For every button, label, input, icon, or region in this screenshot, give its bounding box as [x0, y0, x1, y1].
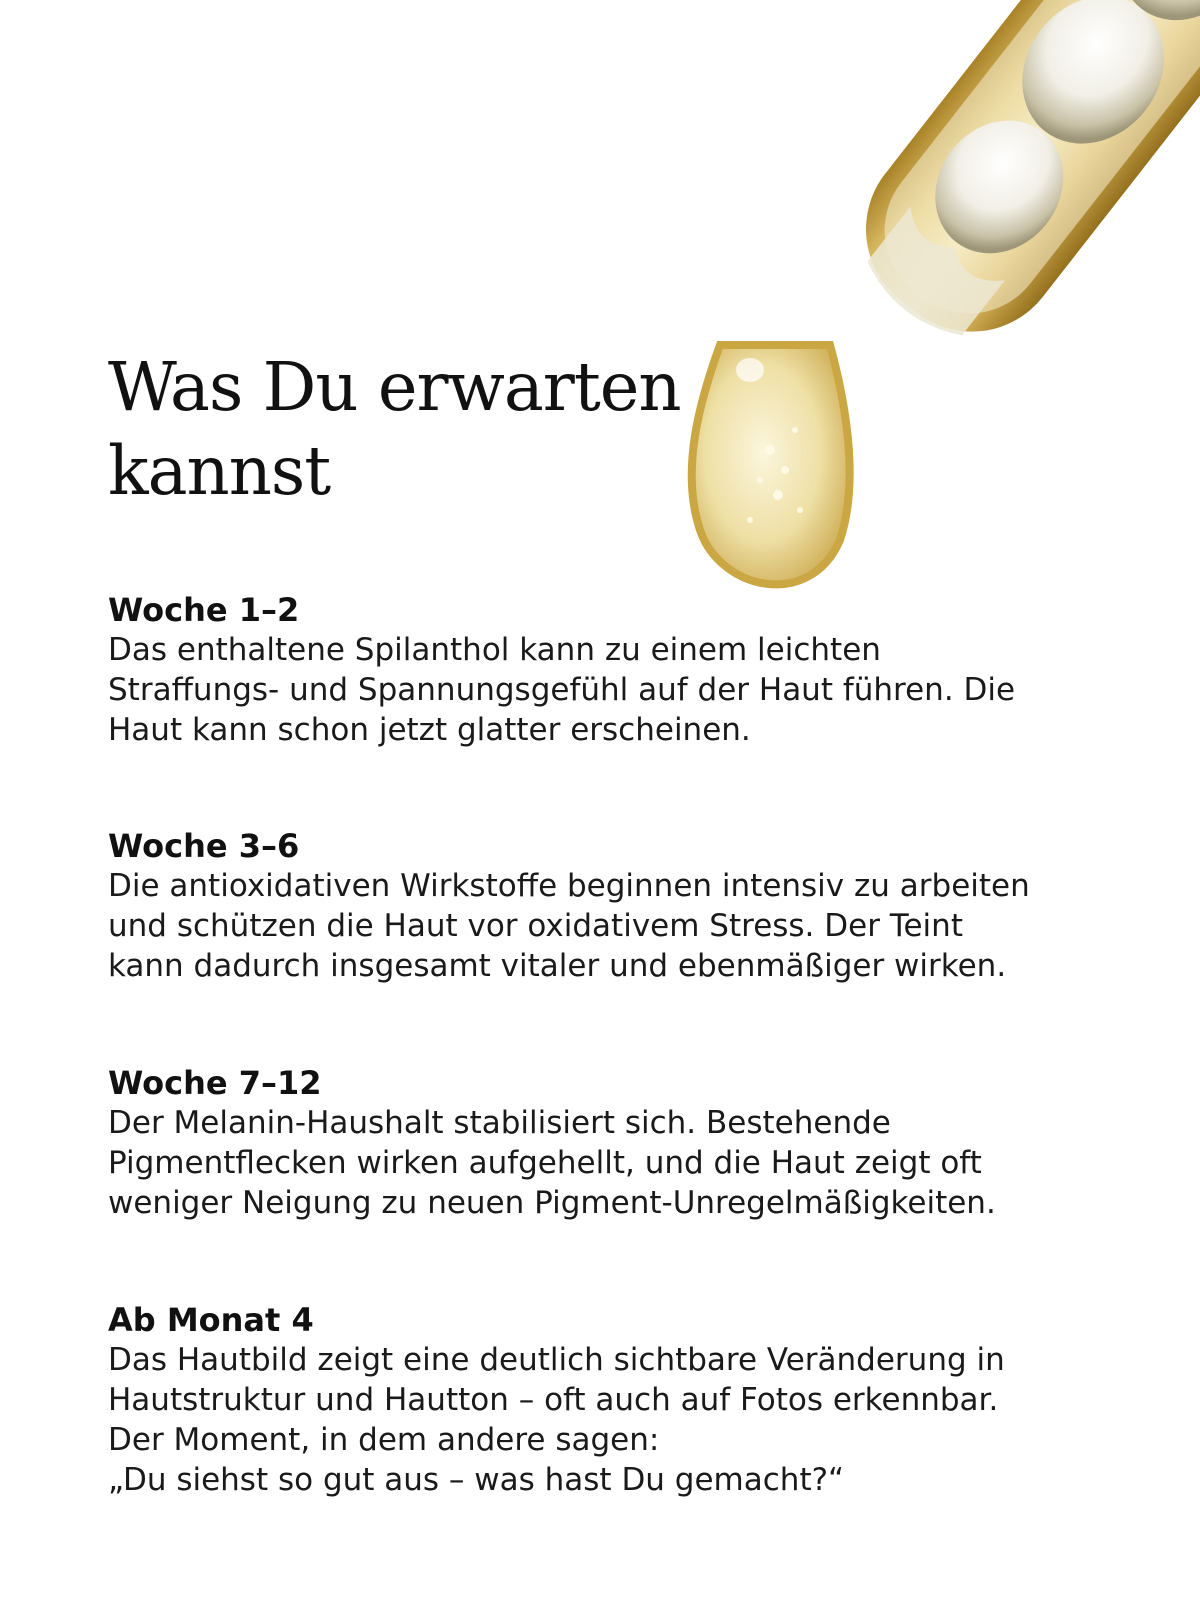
section-title: Woche 3–6: [108, 827, 300, 865]
section-text-line: kann dadurch insgesamt vitaler und ebenmäßiger wirken.: [108, 948, 1007, 984]
timeline-section-week-1-2: [108, 590, 1128, 750]
page-title-line: kannst: [108, 432, 331, 510]
section-text-line: Das Hautbild zeigt eine deutlich sichtbare Veränderung in: [108, 1342, 1005, 1378]
timeline-section-month-4: [108, 1300, 1128, 1500]
page-title: [108, 345, 708, 513]
section-text-line: „Du siehst so gut aus – was hast Du gemacht?“: [108, 1462, 845, 1498]
section-text-line: Haut kann schon jetzt glatter erscheinen.: [108, 712, 751, 748]
section-text-line: Pigmentflecken wirken aufgehellt, und die Haut zeigt oft: [108, 1145, 982, 1181]
timeline-section-week-3-6: [108, 826, 1128, 986]
section-text-line: Hautstruktur und Hautton – oft auch auf Fotos erkennbar.: [108, 1382, 999, 1418]
section-text-line: Straffungs- und Spannungsgefühl auf der Haut führen. Die: [108, 672, 1016, 708]
section-text-line: weniger Neigung zu neuen Pigment-Unregelmäßigkeiten.: [108, 1185, 996, 1221]
section-text: [108, 630, 1128, 750]
section-title: Ab Monat 4: [108, 1301, 314, 1339]
section-text-line: Das enthaltene Spilanthol kann zu einem leichten: [108, 632, 881, 668]
section-text-line: Die antioxidativen Wirkstoffe beginnen intensiv zu arbeiten: [108, 868, 1030, 904]
section-text: [108, 1103, 1128, 1223]
section-title: Woche 1–2: [108, 591, 300, 629]
section-text: [108, 1340, 1128, 1500]
timeline-section-week-7-12: [108, 1063, 1128, 1223]
section-title: Woche 7–12: [108, 1064, 322, 1102]
section-text-line: und schützen die Haut vor oxidativem Stress. Der Teint: [108, 908, 963, 944]
serum-dropper-icon: [660, 0, 1200, 620]
section-text-line: Der Melanin-Haushalt stabilisiert sich. Bestehende: [108, 1105, 891, 1141]
page-title-line: Was Du erwarten: [108, 348, 681, 426]
section-text-line: Der Moment, in dem andere sagen:: [108, 1422, 660, 1458]
section-text: [108, 866, 1128, 986]
